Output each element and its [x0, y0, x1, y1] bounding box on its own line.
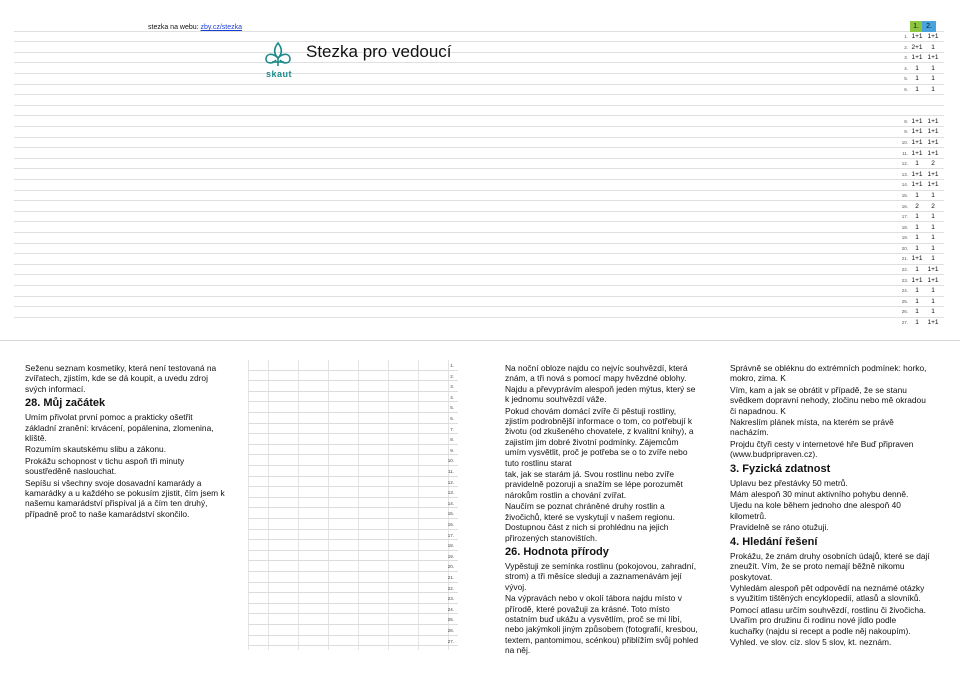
score-value: 1+1	[911, 128, 923, 136]
score-row	[900, 159, 944, 170]
grid-line	[14, 42, 944, 53]
row-number: 26.	[447, 628, 454, 633]
grid-row	[248, 561, 458, 572]
grid-line	[14, 254, 944, 265]
score-row	[900, 191, 944, 202]
score-row	[900, 286, 944, 297]
grid-row	[248, 636, 458, 647]
score-row	[900, 106, 944, 117]
row-number: 1.	[904, 34, 908, 39]
task-item: Pomocí atlasu určím souhvězdí, rostlinu či živočicha. Uvařím pro družinu či rodinu nové jídlo podle kuchařky (najdu si recept a podle něj nakoupím).	[730, 604, 926, 636]
row-number: 4.	[450, 394, 454, 400]
score-value: 1	[915, 85, 919, 93]
score-row	[900, 297, 944, 308]
score-value: 1	[931, 64, 935, 72]
score-value: 1	[931, 244, 935, 252]
grid-row	[248, 498, 458, 509]
score-value: 1	[931, 223, 935, 231]
score-value: 1+1	[927, 149, 939, 157]
score-row	[900, 180, 944, 191]
row-number: 27.	[447, 638, 454, 644]
task-item: Ujedu na kole během jednoho dne alespoň 40 kilometrů.	[730, 500, 901, 521]
row-number: 20.	[901, 245, 908, 251]
grid-line	[14, 201, 944, 212]
score-row	[900, 127, 944, 138]
score-value: 1+1	[927, 266, 939, 274]
grid-row	[248, 530, 458, 541]
score-value: 1+1	[911, 276, 923, 284]
grid-row	[248, 519, 458, 530]
section-heading: 4. Hledání řešení	[730, 535, 818, 548]
grid-line	[14, 169, 944, 180]
grid-line	[14, 275, 944, 286]
score-value: 1	[915, 223, 919, 231]
task-item: Sepíšu si všechny svoje dosavadní kamarády a kamarádky a u každého se pokusím zjistit, čím jsem k našemu kamarádství přispíval já a čím ten druhý, případně proč to naše kamarádství skončilo.	[25, 477, 225, 519]
row-number: 16.	[447, 522, 454, 527]
logo-text: skaut	[265, 69, 292, 79]
row-number: 24.	[447, 606, 454, 612]
grid-row	[248, 614, 458, 625]
grid-line	[14, 265, 944, 276]
grid-line	[14, 191, 944, 202]
row-number: 2.	[904, 44, 908, 50]
score-table	[900, 32, 944, 329]
score-value: 2	[931, 160, 935, 168]
row-number: 9.	[450, 447, 454, 453]
score-value: 1	[915, 319, 919, 327]
row-number: 8.	[904, 118, 908, 124]
score-value: 1+1	[911, 33, 923, 40]
score-row	[900, 233, 944, 244]
score-value: 1	[931, 308, 935, 316]
row-number: 15.	[447, 511, 454, 517]
score-value: 1+1	[911, 54, 923, 62]
grid-row	[248, 381, 458, 392]
row-number: 13.	[901, 171, 908, 177]
task-item: Prokážu schopnost v tichu aspoň tři minuty soustředěně naslouchat.	[25, 455, 185, 477]
grid-line	[14, 148, 944, 159]
row-number: 5.	[904, 76, 908, 82]
score-row	[900, 117, 944, 128]
score-value: 1	[915, 234, 919, 242]
grid-line	[14, 32, 944, 43]
grid-line	[14, 244, 944, 255]
task-item: tak, jak se starám já. Svou rostlinu nebo zvíře pravidelně pozoruji a snažím se lépe porozumět nárokům rostlin a chování zvířat.	[505, 469, 683, 500]
score-row	[900, 223, 944, 234]
grid-line	[14, 297, 944, 308]
section-heading: 3. Fyzická zdatnost	[730, 462, 831, 475]
grid-line	[14, 53, 944, 64]
task-item: Naučím se poznat chráněné druhy rostlin a živočichů, které se vyskytují v našem regionu. Dostupnou část z nich si prohlédnu na jejich přirozených stanovištích.	[505, 501, 675, 543]
grid-line	[14, 116, 944, 127]
grid-row	[248, 508, 458, 519]
score-value	[925, 106, 941, 117]
score-value: 2	[915, 202, 919, 210]
row-number: 11.	[902, 150, 908, 156]
grid-row	[248, 466, 458, 477]
grid-row	[248, 371, 458, 382]
score-value: 1	[931, 287, 935, 295]
grid-row	[248, 593, 458, 604]
grid-line	[14, 95, 944, 106]
row-number: 26.	[901, 309, 908, 315]
row-number: 3.	[450, 384, 454, 390]
page-divider	[0, 340, 960, 341]
task-item: Projdu čtyři cesty v internetové hře Buď připraven (www.budpripraven.cz).	[730, 438, 914, 460]
task-item: Pokud chovám domácí zvíře či pěstuji rostliny, zjistím podrobnější informace o tom, co potřebují k životu (od zkušeného chovatele, z kvalitní knihy), a zajistím jim dobré životní podmínky. Zájemcům umím vysvětlit, proč je potřeba se o to zvíře nebo tuto rostlinu starat	[505, 405, 694, 468]
score-value: 1	[931, 234, 935, 242]
score-value	[925, 96, 941, 107]
score-value: 2+1	[911, 43, 923, 51]
row-number: 21.	[447, 575, 454, 580]
task-item: Prokážu, že znám druhy osobních údajů, které se dají zneužít. Vím, že se proto nemají běžně nikomu poskytovat.	[730, 550, 930, 582]
score-row	[900, 138, 944, 149]
score-value: 2	[931, 202, 935, 210]
row-number: 23.	[901, 277, 908, 283]
row-number: 27.	[901, 320, 908, 326]
grid-row	[248, 487, 458, 498]
row-number: 1.	[450, 363, 454, 368]
score-value: 1	[915, 287, 919, 295]
score-row	[900, 276, 944, 287]
score-value: 1	[931, 255, 935, 263]
grid-row	[248, 445, 458, 456]
row-number: 20.	[447, 564, 454, 570]
score-value: 1+1	[927, 181, 939, 189]
row-number: 10.	[901, 139, 908, 145]
row-number	[900, 106, 909, 117]
row-number: 21.	[901, 256, 908, 262]
grid-row	[248, 455, 458, 466]
score-value: 1+1	[927, 276, 939, 284]
row-number: 3.	[904, 55, 908, 61]
score-value: 1+1	[927, 54, 939, 62]
top-grid	[14, 21, 944, 316]
score-value: 1	[931, 191, 935, 199]
score-row	[900, 149, 944, 160]
grid-row	[248, 551, 458, 562]
score-row	[900, 32, 944, 43]
row-number: 12.	[901, 161, 908, 167]
grid-row	[248, 424, 458, 435]
row-number: 14.	[901, 182, 908, 188]
score-row	[900, 170, 944, 181]
row-number: 15.	[901, 192, 908, 198]
grid-row	[248, 413, 458, 424]
row-number: 11.	[448, 469, 454, 474]
score-value: 1+1	[911, 138, 923, 146]
score-value: 1+1	[911, 255, 923, 263]
text-column-middle	[505, 363, 701, 657]
row-number	[900, 96, 909, 107]
row-number: 16.	[901, 203, 908, 209]
row-number: 17.	[901, 214, 908, 220]
task-item: Vyhled. ve slov. ciz. slov 5 slov, kt. neznám.	[730, 636, 892, 647]
score-row	[900, 53, 944, 64]
row-number: 7.	[450, 426, 454, 432]
score-value: 1	[931, 85, 935, 93]
score-row	[900, 74, 944, 85]
score-value: 1	[915, 213, 919, 221]
row-number: 24.	[901, 288, 908, 294]
row-number: 5.	[450, 405, 454, 411]
score-value: 1	[931, 213, 935, 221]
score-row	[900, 318, 944, 329]
row-number: 19.	[901, 235, 908, 241]
score-value: 1+1	[911, 170, 923, 178]
task-item: Na výpravách nebo v okolí tábora najdu místo v přírodě, které považuji za krásné. Toto místo ostatním buď ukážu a vysvětlím, proč se mi líbí, nebo jakýmkoli jiným způsobem (fotografií, kresbou, textem, pantomimou, scénkou) přiblížím svůj pohled na něj.	[505, 593, 699, 656]
row-number: 22.	[447, 585, 454, 591]
grid-line	[14, 74, 944, 85]
score-value: 1+1	[927, 170, 939, 178]
task-item: Nakreslím plánek místa, na kterém se právě nacházím.	[730, 417, 894, 438]
grid-line	[14, 180, 944, 191]
grid-line	[14, 286, 944, 297]
score-row	[900, 307, 944, 318]
score-value: 1+1	[911, 149, 923, 157]
row-number: 14.	[447, 500, 454, 506]
score-row	[900, 265, 944, 276]
score-value: 1	[931, 297, 935, 305]
score-value: 1+1	[911, 181, 923, 189]
grid-row	[248, 540, 458, 551]
score-value	[909, 106, 925, 117]
row-number: 25.	[901, 298, 908, 304]
row-number: 2.	[450, 373, 454, 379]
row-number: 6.	[450, 416, 454, 421]
task-item: Rozumím skautskému slibu a zákonu.	[25, 444, 167, 455]
task-item: Uplavu bez přestávky 50 metrů.	[730, 477, 848, 488]
section-heading: 28. Můj začátek	[25, 397, 106, 410]
score-row	[900, 43, 944, 54]
grid-line	[14, 85, 944, 96]
header-col-2: 2.	[922, 21, 936, 32]
grid-row	[248, 392, 458, 403]
grid-row	[248, 625, 458, 636]
score-row	[900, 202, 944, 213]
task-item: Správně se obléknu do extrémních podmínek: horko, mokro, zima. K	[730, 363, 927, 384]
row-number: 25.	[447, 617, 454, 623]
task-item: Na noční obloze najdu co nejvíc souhvězdí, která znám, a tři nová s pomocí mapy hvězdné oblohy. Najdu a převyprávím alespoň jeden mýtus, který se k jednomu souhvězdí váže.	[505, 363, 696, 405]
score-value: 1	[915, 64, 919, 72]
grid-line	[14, 138, 944, 149]
grid-line	[14, 212, 944, 223]
task-item: Seženu seznam kosmetiky, která není testovaná na zvířatech, zjistím, kde se dá koupit, a uvedu zdroj svých informací.	[25, 363, 217, 394]
score-value: 1+1	[927, 138, 939, 146]
web-url-line	[148, 24, 242, 31]
task-item: Vím, kam a jak se obrátit v případě, že se stanu svědkem dopravní nehody, zločinu nebo mě okradou či napadnou. K	[730, 384, 926, 416]
row-number: 9.	[904, 129, 908, 135]
score-value: 1	[915, 160, 919, 168]
row-number: 18.	[901, 224, 908, 230]
score-value: 1	[915, 191, 919, 199]
grid-line	[14, 106, 944, 117]
row-number: 23.	[447, 596, 454, 602]
task-item: Mám alespoň 30 minut aktivního pohybu denně.	[730, 489, 909, 500]
score-value: 1+1	[927, 128, 939, 136]
task-item: Vyhledám alespoň pět odpovědí na neznámé otázky s využitím tištěných encyklopedií, atlasů a slovníků.	[730, 582, 925, 604]
grid-line	[14, 159, 944, 170]
score-row	[900, 85, 944, 96]
task-item: Umím přivolat první pomoc a prakticky ošetřit základní zranění: krvácení, popálenina, zlomenina, klíště.	[25, 412, 214, 444]
grid-line	[14, 127, 944, 138]
score-value: 1	[915, 266, 919, 274]
score-value: 1+1	[927, 33, 939, 40]
grid-row	[248, 572, 458, 583]
score-row	[900, 254, 944, 265]
text-column-left	[25, 363, 225, 520]
score-value: 1	[915, 308, 919, 316]
url-prefix: stezka na webu:	[148, 24, 201, 31]
row-number: 8.	[450, 437, 454, 443]
score-row	[900, 212, 944, 223]
grid-line	[14, 233, 944, 244]
grid-line	[14, 63, 944, 74]
grid-row	[248, 402, 458, 413]
grid-line	[14, 307, 944, 318]
row-number: 13.	[447, 490, 454, 496]
grid-row	[248, 360, 458, 371]
score-value: 1	[915, 297, 919, 305]
row-number: 10.	[447, 458, 454, 464]
text-column-right	[730, 363, 930, 648]
url-link[interactable]: zby.cz/stezka	[200, 24, 243, 31]
section-heading: 26. Hodnota přírody	[505, 545, 609, 558]
task-item: Vypěstuji ze semínka rostlinu (pokojovou, zahradní, strom) a tři měsíce sleduji a zaznamenávám její vývoj.	[505, 560, 697, 592]
grid-row	[248, 434, 458, 445]
grid-line	[14, 222, 944, 233]
score-value: 1+1	[911, 117, 923, 125]
grid-row	[248, 604, 458, 615]
score-row	[900, 244, 944, 255]
row-number: 6.	[904, 86, 908, 92]
row-number: 12.	[447, 479, 454, 485]
row-number: 17.	[447, 532, 454, 538]
row-number: 22.	[901, 267, 908, 273]
row-number: 4.	[904, 65, 908, 71]
score-value: 1	[915, 244, 919, 252]
row-number: 18.	[447, 543, 454, 549]
score-value: 1	[931, 75, 935, 83]
score-row	[900, 64, 944, 75]
bottom-grid	[248, 360, 458, 650]
task-item: Pravidelně se ráno otužuji.	[730, 522, 829, 533]
grid-row	[248, 583, 458, 594]
grid-row	[248, 477, 458, 488]
row-number: 19.	[447, 553, 454, 559]
score-row	[900, 96, 944, 107]
score-value: 1	[931, 43, 935, 51]
page-title: Stezka pro vedoucí	[306, 42, 452, 61]
score-value: 1+1	[927, 319, 939, 327]
score-value: 1+1	[927, 117, 939, 125]
header-col-1: 1.	[910, 21, 922, 32]
score-value	[909, 96, 925, 107]
score-value: 1	[915, 75, 919, 83]
